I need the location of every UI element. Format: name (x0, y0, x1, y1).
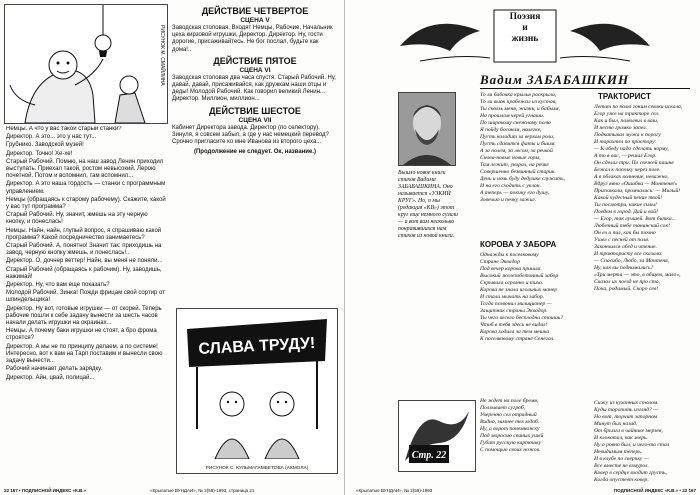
dialog-line: Директор. А это... это у нас тут... (6, 134, 97, 141)
dialog-line: Старый Рабочий. А, понятно! Значит так: приходишь на завод, черную кнопку жмешь, и понеслась!.. (6, 243, 162, 257)
left-page (0, 0, 345, 495)
poem-line: «Три мерта — это, в общем, мало», (594, 272, 681, 278)
poem-line: А в облаках волнение, неважно, (594, 174, 669, 180)
poem-line: Корова ходила за тем мешка (480, 329, 550, 335)
poem1 (480, 92, 576, 222)
poem-line: Там лежит, укорал, на речке (480, 162, 549, 168)
poem-line: Однажды к поселковому (480, 252, 539, 258)
poem-line: Пусть сдавится фаты и бшим. (480, 141, 556, 147)
cartoon-credit-top: РИСУНОК М. СМАЙЛИНА (159, 25, 165, 86)
act5-title: ДЕЙСТВИЕ ПЯТОЕ (213, 55, 297, 66)
poem2-lines (480, 252, 576, 343)
poem3-lines (594, 104, 694, 293)
dialog-line: Немцы. А что у вас такой старый станки? (6, 126, 122, 132)
poem-line: А за полем, за лесом, за речкой (480, 148, 553, 154)
dialog-line: Старый Рабочий (обращаясь к рабочим). Ну, заводишь, нажимай! (6, 266, 162, 280)
footer-left: 22 167 • ПОДПИСНОЙ ИНДЕКС «К.В.» (4, 488, 87, 493)
poem-line: От брызга в чайнике мерзея, (594, 428, 663, 434)
workers-banner-icon (177, 309, 337, 459)
poem-line: Корова не знала игольных манер (480, 287, 558, 293)
poem-line: Прискакали, промчались: — Милый! (594, 188, 681, 194)
poem-line: Снова-новые новые горы, (480, 155, 541, 161)
section-banner (390, 6, 660, 68)
dialog-line: Старый Рабочий. Помню, на наш завод Ленин приходил выступать. Приехал такой, ростом невысокий. Лерою почетной. Потом и вспомнил, там вспомнил... (6, 158, 164, 180)
act6-scene: СЦЕНА VII (238, 116, 272, 124)
page-badge-ornament (398, 400, 476, 472)
poem-line: Ну о ровно был, и чего-то стал (594, 442, 670, 448)
poem-line: Минут бых назад. (594, 421, 638, 427)
poem-line: Он ел и пил, как бы точно (594, 230, 656, 236)
poem-line: Но вот, торчит запорном (594, 414, 658, 420)
dialog-line: Грубнико. Заводской музей! (6, 142, 84, 149)
poem-line: Какой чудесный пение твой! (594, 195, 663, 201)
poem-line: Пока, родимый. Скоро сев! (594, 286, 659, 292)
poem-line: Закончился обед и чтение. (594, 244, 657, 250)
poem-line: И тарахтел по простору: (594, 139, 657, 145)
dialog-line: Немцы. Найн, найн, глупый вопрос, я спрашиваю какой программа? Какой посредничество занимаетесь? (6, 227, 162, 241)
dragon-ornament-icon (399, 401, 475, 471)
poem2-title: КОРОВА У ЗАБОРА (480, 240, 557, 249)
continued-note: (Продолжение не следует. Ок, название.) (194, 149, 316, 156)
dialog-line: Молодой Рабочий. Зинка! Пожди фрицам свой сортир от шпиндельщика! (6, 290, 166, 304)
act6-text: Кабинет Директора завода. Директор (по селектору). Зинуля, я совсем забыл, а где у нас немецкий перевод? Срочно пригласите ко мне Иванова из второго цеха... (172, 124, 329, 146)
poem-line: Видно, зимнее тех юдоб. (480, 419, 540, 425)
poem-line: На прошлом черей угнаши. (480, 113, 545, 119)
poem-line: Ползывает сугроб, (480, 405, 526, 411)
dialog-line: Директор. О, дочнер веттер! Найн, вы меня не поняли... (6, 258, 163, 265)
poem-line: Под моросью свиных ушей (480, 433, 544, 439)
poem-line: День и ночь буду дедушке служить, (480, 176, 566, 182)
act6-title: ДЕЙСТВИЕ ШЕСТОЕ (209, 105, 301, 116)
poem-line: Поедем в город. Дай и вой! (594, 209, 658, 215)
poem-line: И клокотал, как зверь. (594, 435, 648, 441)
intro-text: Вышло новое книги стихов Вадима ЗАБАБАШКИНА. Оно называется «УЗКИЙ КРУГ». Но, о мы (редакция «КВ») этот круг еще немного сузили — и вот вам несколько понравившихся нам стихов из новой книги. (398, 170, 458, 239)
poem-line: Вдруг явно «Ошибка — Монтеня!» (594, 181, 678, 187)
poem-line: И песню громко запел. (594, 125, 647, 131)
dialog-line: Директор. Айн, цвай, полицай... (6, 374, 95, 381)
poem-line: То ли вьюк пробежал из кустов, (480, 99, 557, 105)
page-badge: Стр. 22 (411, 450, 447, 461)
poem-line: — Спасибо, Любо, за Монтеня, (594, 258, 670, 264)
poem-line: Тогда позвонил милиционер — (480, 301, 552, 307)
poem-line: Невидимым теперь. (594, 449, 643, 455)
poem-line: Защитник страны Эквадор. (480, 308, 548, 314)
poem-line: Скрывала огромно и тихо. (480, 280, 544, 286)
poem-line: Куды торопить изгляд? — (594, 407, 659, 413)
poem-line: Любезный тебе танинский сок! (594, 223, 670, 229)
poem-line: Под вечер корова пришла. (480, 266, 542, 272)
poem-line: — Егор, так лучшей. Вот битка... (594, 216, 676, 222)
poem-line: И стала мычать на забор. (480, 294, 545, 300)
poem-line: Ну, как вы поднимались? (594, 265, 654, 271)
poem-line: И на его сходить с уклон. (480, 183, 541, 189)
poem1-lines (480, 92, 576, 204)
dialog-list (6, 126, 166, 382)
poem-line: И трактористу все сказали: (594, 251, 663, 257)
banner-line1: Поэзия (509, 12, 541, 22)
poem-line: А теперь — покину его душу, (480, 190, 550, 196)
poem-line: Не ждет на поле бремя, (480, 398, 539, 404)
poem5-lines (480, 398, 580, 454)
poem-line: Ну, а ворот понемножку (480, 426, 540, 432)
dialog-column (6, 126, 166, 478)
poem-line: Бежал к поселку через поле. (594, 167, 661, 173)
poem-line: Сижу из кухонных столом. (594, 400, 659, 406)
poem-line: Ушел с песней от поля. (594, 237, 650, 243)
poem4 (594, 400, 694, 482)
act5-text: Заводская столовая два часа спустя. Старый Рабочий. Ну, давай, давай, присаживайся, как дружкам наши отцы и деды! Молодой Рабочий. Как говорил великий Ленин... Директор. Миллион, миллион... (172, 74, 336, 103)
right-page (350, 0, 700, 495)
play-column (172, 4, 338, 304)
poem-line: Когда опустеет ковер. (594, 477, 649, 482)
banner-line3: жизнь (511, 34, 539, 44)
poem-line: Ты посмотри, какие силы! (594, 202, 657, 208)
dialog-line: Директор. А мы не по принципу делаем, а по системе! Интересно, вот к вам на Тарп поставим и вынесли свою задачу вынести... (6, 343, 163, 365)
poem4-lines (594, 400, 694, 482)
poem-line: Пусть колодит за верхом роли, (480, 134, 555, 140)
poem-line: Он сделал три. По свежей пашне (594, 160, 674, 166)
poem-line: Я пойду босиком, налегке, (480, 127, 542, 133)
cartoon-slogan (176, 308, 338, 474)
poem-line: С помощью своих ножов. (480, 447, 541, 453)
poem-line: По широкому снежному полю (480, 120, 551, 126)
dialog-line: Немцы (обращаясь к старому рабочему). Скажите, какой у вас тут программа? (6, 196, 166, 211)
footer-center-right: «Крылатые ВУНДАИ», № 2(59)-1993 (356, 488, 433, 493)
cartoon-bulb (4, 4, 168, 124)
act4-title: ДЕЙСТВИЕ ЧЕТВЕРТОЕ (201, 6, 309, 16)
portrait-photo-icon (399, 93, 455, 165)
dialog-line: Немцы. А почему баки игрушки не стоят, а бро фрома строятся? (6, 328, 157, 342)
dialog-line: Рабочий начинает делать зарядку. (6, 366, 103, 373)
dialog-line: Директор. Ну, что вам еще показать? (6, 282, 110, 289)
poem-line: Совершенно безвинный старик. (480, 169, 556, 175)
bulb-illustration-icon (5, 5, 167, 123)
dialog-line: Старый Рабочий. Ну, значит, жмешь на эту черную кнопку, и понеслась! (6, 212, 148, 226)
act4-text: Заводская столовая. Входят Немцы, Рабочие, Начальник цеха кирзовой игрушки, Директор. Директор. Ну, гости дорогие, присаживайтесь. Не бог послал, будьте как дома!.. (172, 25, 333, 53)
poem-line: Ты сквозь меня, жизнь, и бабьим, (480, 106, 560, 112)
poem-line: Подкатывал мужа к порогу (594, 132, 661, 138)
poem-line: Как и был, помолвил в ваш, (594, 118, 659, 124)
banner-line2: и (522, 23, 528, 33)
footer-center-left: «Крылатые ВУНДАИ», № 2(59)-1993, страница 21 (150, 488, 255, 493)
poem3 (594, 104, 694, 394)
poem-line: Стране Эквадор (480, 259, 520, 265)
slogan-text: СЛАВА ТРУДУ! (198, 334, 316, 359)
poem2 (480, 252, 576, 382)
cartoon-credit-bottom: РИСУНОК С. КУЛЬМАГАМБЕТОВА (АКМОЛА) (205, 466, 309, 471)
dialog-line: Директор. А это наша гордость — станки с программным управлением. (6, 181, 166, 195)
dialog-line: Директор. Точно! Хе-хе! (6, 150, 73, 157)
poem-line: Ты чего весело бесплодна стоишь? (480, 315, 564, 321)
poem5 (480, 398, 580, 478)
act5-scene: СЦЕНА VI (239, 66, 271, 74)
poem-line: Сказал их поезд не про сто, (594, 279, 661, 285)
poem-line: Уверенно сел отрадный (480, 412, 537, 418)
poem-line: И в клубе по сверчку — (594, 456, 649, 462)
poem-line: То ли бабочка крылья раскрыла, (480, 92, 557, 98)
poem-line: Губит русскую картошку (480, 440, 542, 446)
dialog-line: Директор. Ну вот, готовые игрушки — от скорей. Теперь рабочие пошли к себе задачу вынести за шесть часов начали делать игрушки на окраинах... (6, 305, 162, 327)
poem-line: К поселковому стране Сенегал. (480, 336, 555, 342)
poet-portrait (398, 92, 456, 166)
poem-line: А то я вас, — решил Егор. (594, 153, 657, 159)
poem-line: Егор уже на тракторе сел. (594, 111, 660, 117)
poem-line: — К обеду надо сделать норму, (594, 146, 669, 152)
poem-line: Летит по полю гоним сеялки искала, (594, 104, 683, 110)
poem-line: Ковер в сердце входит грусть, (594, 470, 667, 476)
poem-line: Все вместе не взмурол. (594, 463, 649, 469)
poem-line: Чтоб в тебя здесь не видал! (480, 322, 548, 328)
poem-line: Зовечью и печку зажиг. (480, 197, 537, 203)
footer-right: ПОДПИСНОЙ ИНДЕКС «К.В.» • 22 167 (613, 488, 696, 493)
poem3-title: ТРАКТОРИСТ (598, 92, 651, 101)
poem-line: Высокий железобетонный забор (480, 273, 559, 279)
act4-scene: СЦЕНА V (240, 17, 270, 24)
poet-name: Вадим ЗАБАБАШКИН (480, 72, 690, 89)
